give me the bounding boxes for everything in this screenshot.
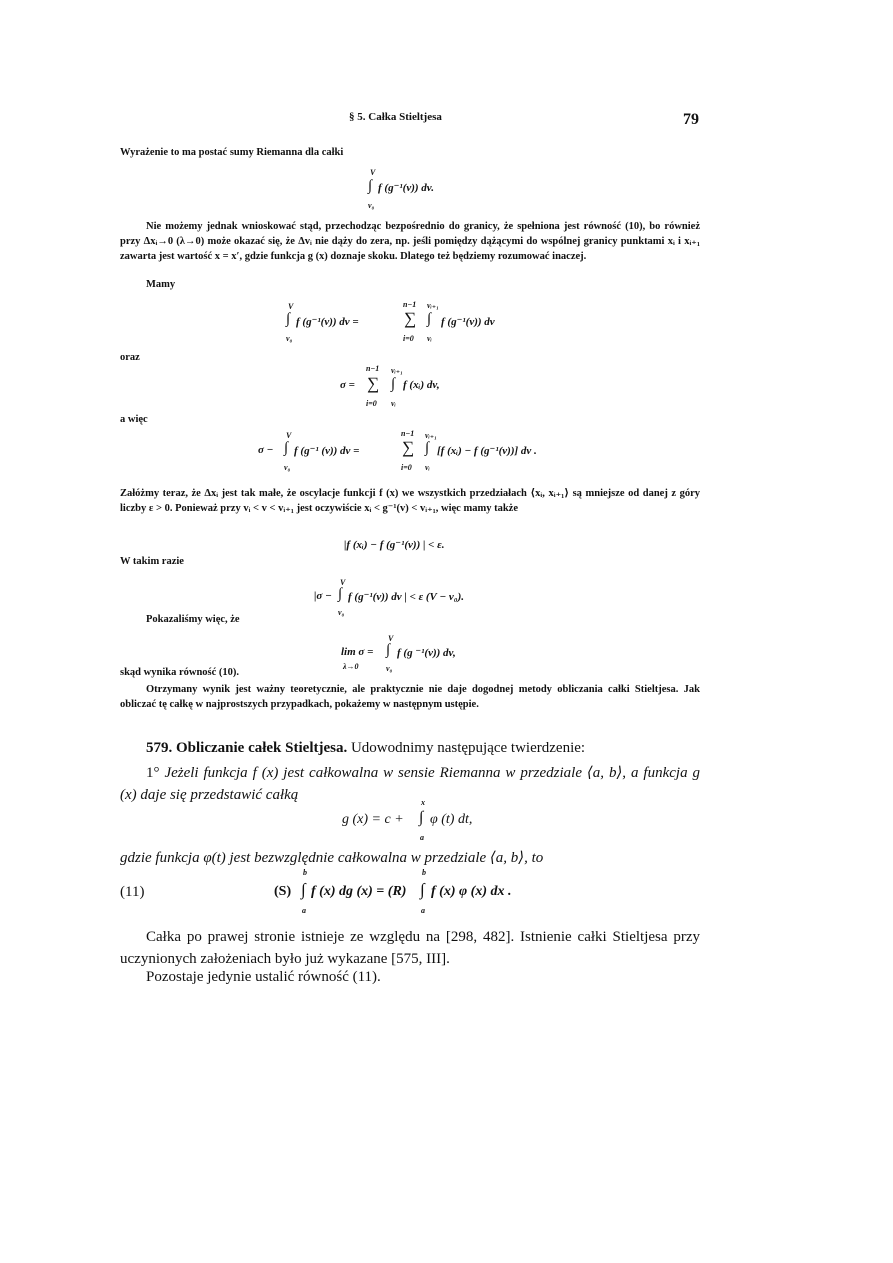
abs-prefix: |σ −: [314, 590, 332, 602]
sum-upper-limit: n−1: [366, 364, 380, 373]
sum-sign: ∑: [402, 438, 415, 457]
integral-lower-limit: vᵢ: [427, 334, 432, 343]
paragraph: Otrzymany wynik jest ważny teoretycznie, ale praktycznie nie daje dogodnej metody obliczania całki Stieltjesa. Jak obliczać tę całkę w najprostszych przypadkach, pokażemy w następnym ustępie.: [120, 684, 700, 710]
paragraph: skąd wynika równość (10).: [120, 667, 240, 678]
integral-upper-limit: x: [421, 798, 425, 807]
integral-upper-limit: vᵢ₊₁: [427, 301, 439, 310]
integral-sign: ∫: [420, 880, 425, 899]
integrand: [f (xᵢ) − f (g⁻¹(v))] dv .: [437, 445, 537, 457]
integrand: f (g⁻¹(v)) dv: [441, 316, 495, 328]
equation-integral: [368, 168, 488, 212]
equation-label: (11): [120, 884, 145, 900]
paragraph: Mamy: [146, 279, 176, 290]
integral-upper-limit: V: [288, 302, 294, 311]
sum-lower-limit: i=0: [403, 334, 414, 343]
integrand: f (g⁻¹ (v)) dv =: [294, 445, 360, 457]
paragraph: W takim razie: [120, 556, 184, 567]
integral-lower-limit: a: [420, 833, 424, 842]
paragraph: Wyrażenie to ma postać sumy Riemanna dla całki: [120, 147, 344, 158]
paragraph: Całka po prawej stronie istnieje ze względu na [298, 482]. Istnienie całki Stieltjesa przy uczynionych założeniach było już wykazane [575, III].: [120, 929, 700, 967]
integrand: f (x) φ (x) dx .: [431, 884, 512, 899]
equation-limit: [341, 632, 511, 676]
paragraph: Pokazaliśmy więc, że: [146, 614, 240, 625]
integral-lower-limit: v₀: [386, 664, 393, 673]
integral-upper-limit: V: [388, 634, 394, 643]
integral-upper-limit: vᵢ₊₁: [391, 366, 403, 375]
integral-sign: ∫: [419, 809, 424, 826]
integral-upper-limit: vᵢ₊₁: [425, 431, 437, 440]
sum-upper-limit: n−1: [403, 300, 417, 309]
integral-sign: ∫: [286, 311, 291, 327]
equation-sigma: [340, 364, 490, 410]
stieltjes-marker: (S): [274, 884, 292, 899]
integral-lower-limit: v₀: [286, 334, 293, 343]
integral-upper-limit: V: [340, 578, 346, 587]
theorem-condition: gdzie funkcja φ(t) jest bezwzględnie całkowalna w przedziale ⟨a, b⟩, to: [120, 850, 544, 866]
section-heading: [146, 740, 585, 757]
integral-lower-limit: a: [302, 906, 306, 915]
integral-lower-limit: v₀: [338, 608, 345, 617]
sigma-lhs: σ =: [340, 379, 355, 391]
sum-upper-limit: n−1: [401, 429, 415, 438]
paragraph: Nie możemy jednak wnioskować stąd, przechodząc bezpośrednio do granicy, że spełniona jest równość (10), bo również przy Δxᵢ→0 (λ→0) może okazać się, że Δvᵢ nie dąży do zera, np. jeśli pomiędzy dążącymi do wspólnej granicy punktami xᵢ i xᵢ₊₁ zawarta jest wartość x = x′, gdzie funkcja g (x) doznaje skoku. Dlatego też będziemy rozumować inaczej.: [120, 221, 700, 262]
integral-sign: ∫: [386, 642, 391, 658]
equation-sum-of-integrals: [286, 300, 546, 344]
integral-sign: ∫: [427, 311, 432, 327]
theorem-text: Jeżeli funkcja f (x) jest całkowalna w sensie Riemanna w przedziale ⟨a, b⟩, a funkcja g (x) daje się przedstawić całką: [120, 765, 700, 803]
integrand: f (g⁻¹(v)) dv | < ε (V − v₀).: [348, 591, 464, 603]
integral-lower-limit: vᵢ: [391, 399, 396, 408]
integral-sign: ∫: [284, 440, 289, 456]
integral-sign: ∫: [391, 376, 396, 392]
g-lhs: g (x) = c +: [342, 812, 404, 827]
integrand: f (xᵢ) dv,: [403, 379, 440, 391]
integral-upper-limit: b: [422, 868, 426, 877]
integral-lower-limit: v₀: [368, 201, 375, 210]
integral-upper-limit: V: [286, 431, 292, 440]
paragraph: Załóżmy teraz, że Δxᵢ jest tak małe, że oscylacje funkcji f (x) we wszystkich przedziałach ⟨xᵢ, xᵢ₊₁⟩ są mniejsze od danej z góry liczby ε > 0. Ponieważ przy vᵢ < v < vᵢ₊₁ jest oczywiście xᵢ < g⁻¹(v) < vᵢ₊₁, więc mamy także: [120, 488, 700, 514]
integrand: f (g⁻¹(v)) dv =: [296, 316, 359, 328]
paragraph: Pozostaje jedynie ustalić równość (11).: [146, 969, 381, 985]
integral-sign: ∫: [425, 440, 430, 456]
integrand: f (g⁻¹(v)) dv.: [378, 182, 435, 194]
integrand: f (x) dg (x) = (R): [311, 884, 407, 899]
integral-upper-limit: b: [303, 868, 307, 877]
paragraph: oraz: [120, 352, 140, 363]
sum-lower-limit: i=0: [366, 399, 377, 408]
section-intro: Udowodnimy następujące twierdzenie:: [347, 740, 586, 756]
equation-bound: [314, 576, 534, 620]
integrand: f (g ⁻¹(v)) dv,: [397, 647, 456, 659]
sum-lower-limit: i=0: [401, 463, 412, 472]
integrand: φ (t) dt,: [430, 812, 473, 827]
limit-lhs: lim σ =: [341, 646, 374, 658]
page-number: 79: [683, 111, 699, 128]
theorem-marker: 1°: [146, 765, 160, 781]
integral-lower-limit: a: [421, 906, 425, 915]
integral-sign: ∫: [368, 178, 373, 194]
integral-lower-limit: v₀: [284, 463, 291, 472]
sigma-lhs: σ −: [258, 444, 274, 456]
section-number: 579.: [146, 740, 173, 756]
integral-lower-limit: vᵢ: [425, 463, 430, 472]
limit-subscript: λ→0: [343, 662, 359, 671]
equation-g-integral: [342, 798, 522, 844]
equation-sigma-difference: [258, 428, 578, 474]
integral-sign: ∫: [338, 586, 343, 602]
equation-inequality: |f (xᵢ) − f (g⁻¹(v)) | < ε.: [344, 539, 445, 551]
section-title: Obliczanie całek Stieltjesa.: [176, 740, 348, 756]
integral-sign: ∫: [301, 880, 306, 899]
sum-sign: ∑: [367, 374, 380, 393]
equation-11: [274, 868, 594, 918]
paragraph: a więc: [120, 414, 148, 425]
sum-sign: ∑: [404, 309, 417, 328]
integral-upper-limit: V: [370, 168, 376, 177]
running-header: § 5. Całka Stieltjesa: [349, 111, 442, 123]
